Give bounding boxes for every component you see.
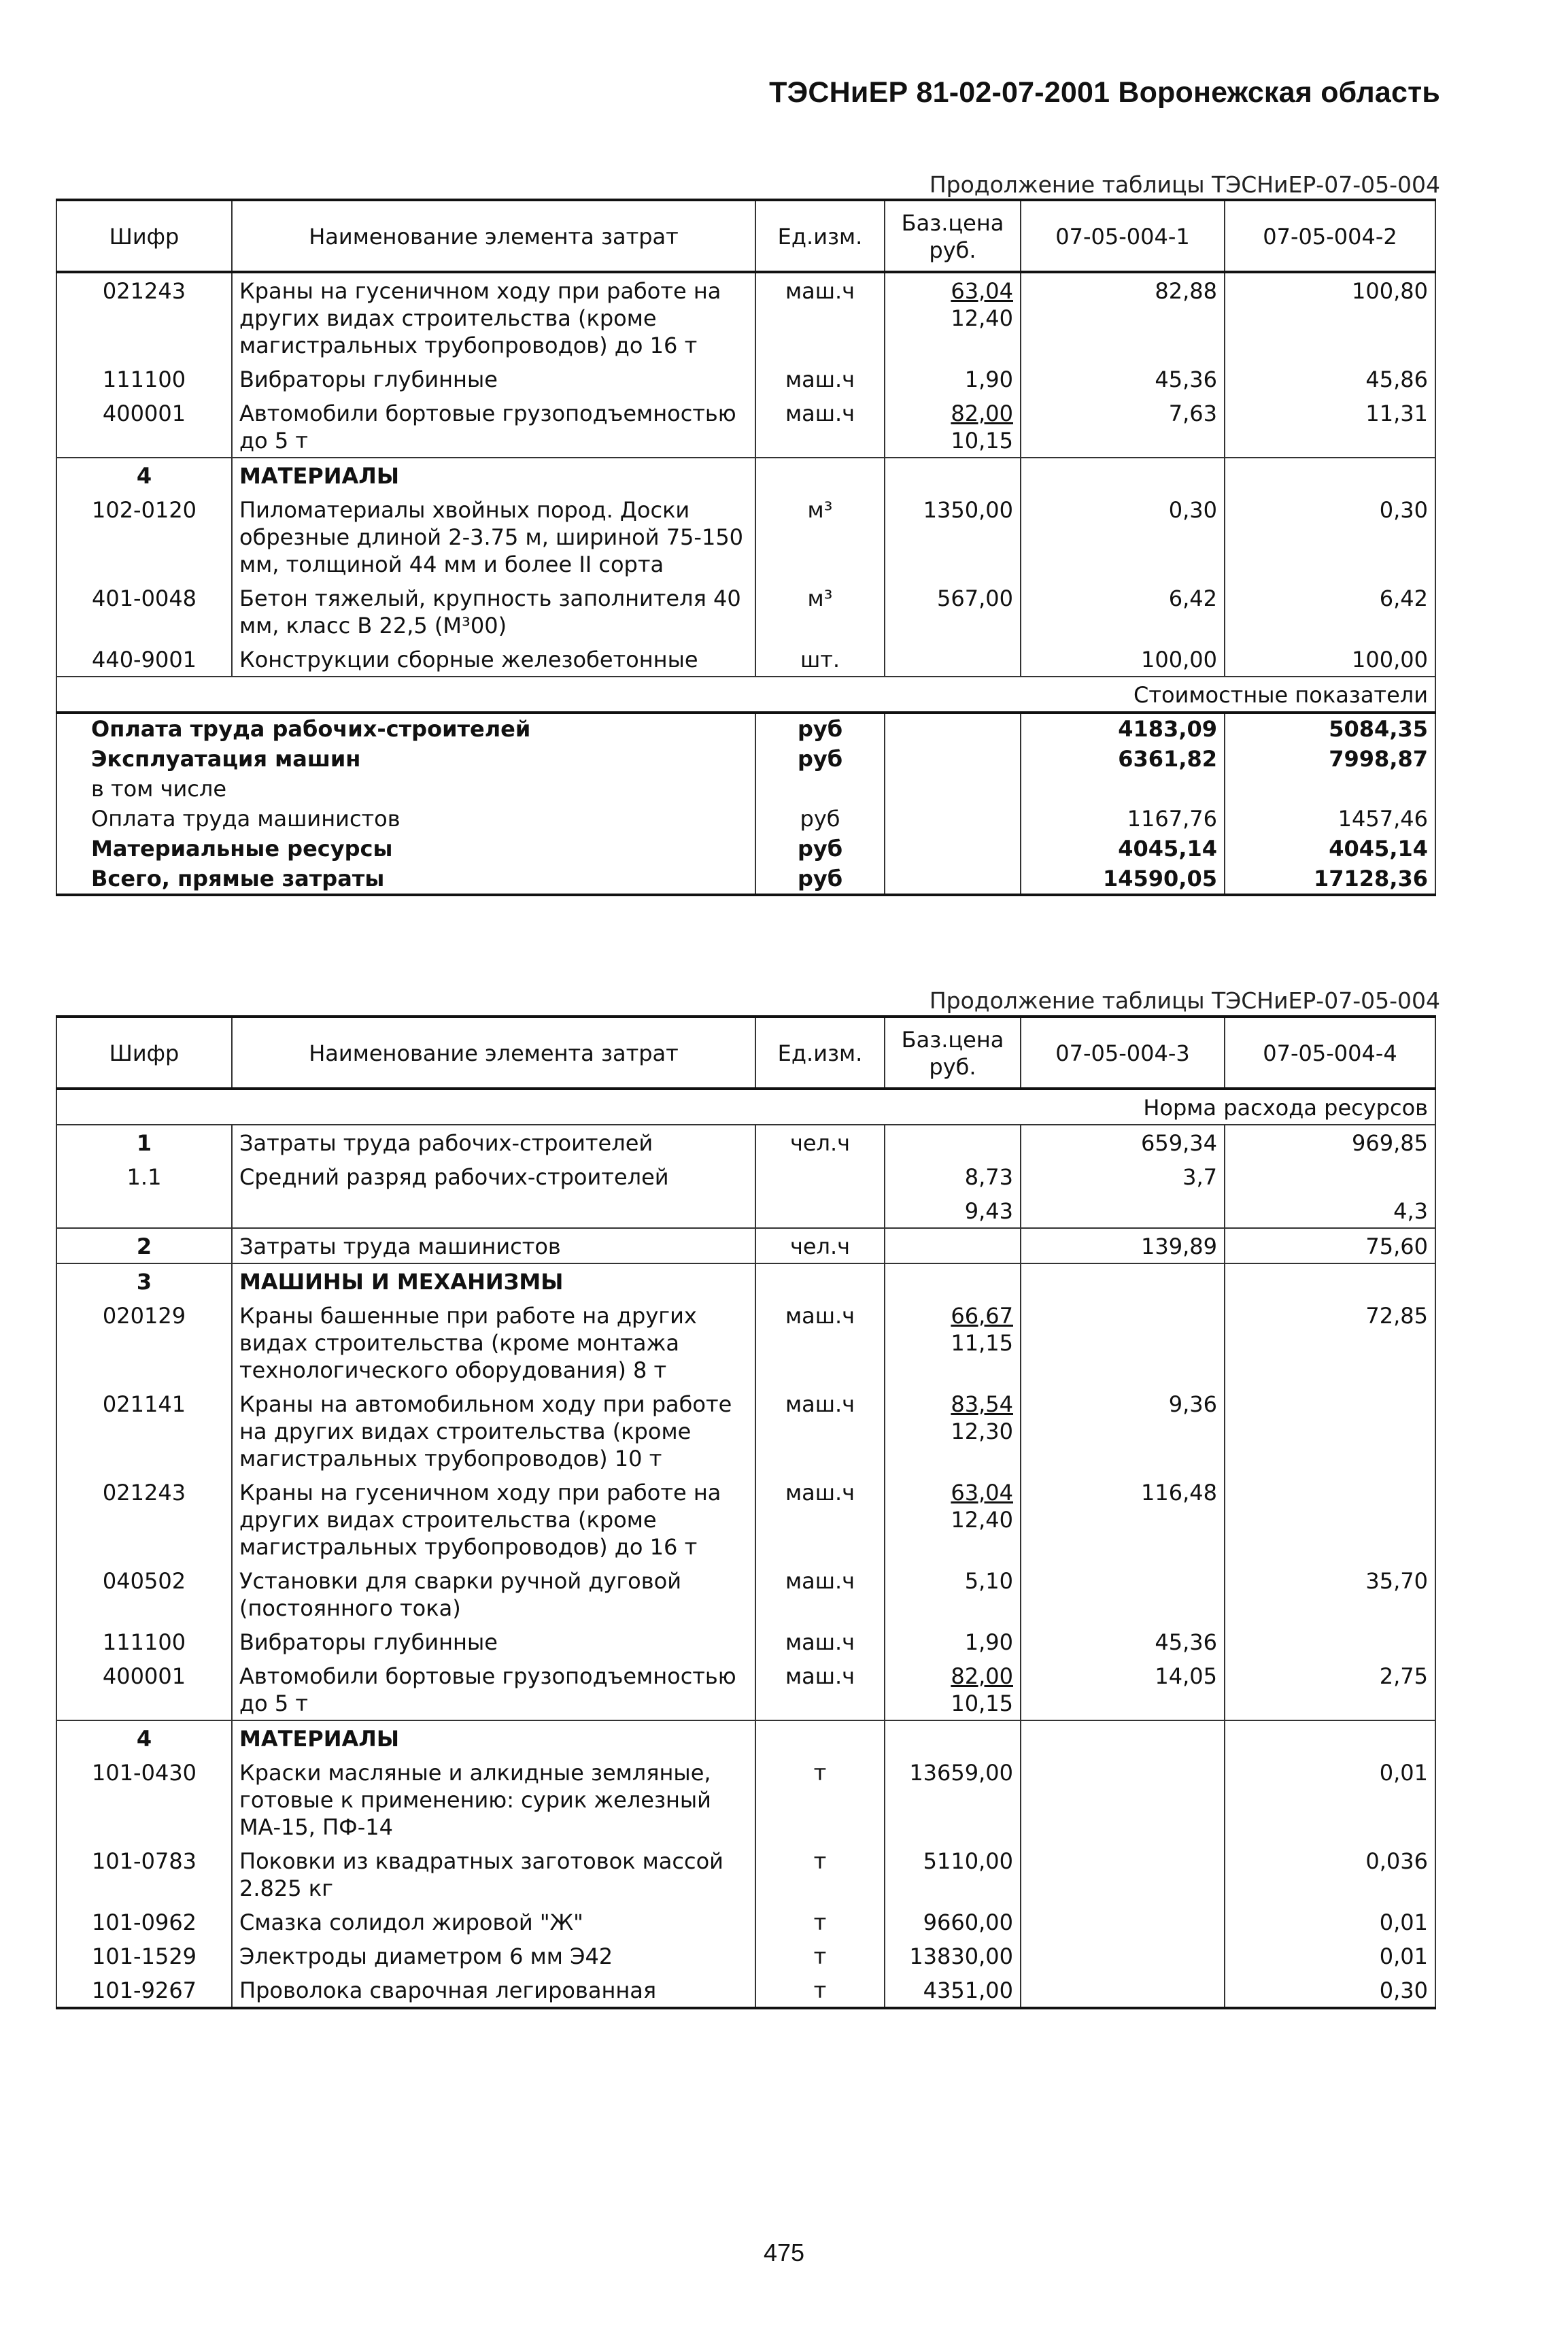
row-name: Проволока сварочная легированная — [232, 1973, 755, 2008]
row-unit: маш.ч — [755, 1475, 885, 1563]
section-row — [56, 458, 1435, 492]
column-header-base-price: Баз.цена руб. — [885, 200, 1021, 272]
base-price: 9660,00 — [923, 1909, 1013, 1935]
row-code: 020129 — [56, 1298, 232, 1387]
stats-title-row — [56, 677, 1435, 713]
row-code: 1 — [56, 1125, 232, 1159]
table-row — [56, 1973, 1435, 2008]
row-code: 400001 — [56, 1659, 232, 1720]
machinist-wage-price: 12,40 — [951, 1507, 1013, 1533]
base-price-cell — [885, 642, 1021, 677]
section-code: 3 — [56, 1263, 232, 1298]
row-value-b: 45,86 — [1225, 362, 1435, 396]
base-price — [885, 1228, 1021, 1263]
table-continuation-caption: Продолжение таблицы ТЭСНиЕР-07-05-004 — [929, 171, 1440, 198]
row-value-b: 11,31 — [1225, 396, 1435, 458]
indicator-value-b: 7998,87 — [1225, 744, 1435, 774]
base-price: 66,67 — [951, 1303, 1013, 1329]
indicator-value-a: 1167,76 — [1021, 804, 1225, 834]
section-title: МАТЕРИАЛЫ — [232, 458, 755, 492]
row-name: Средний разряд рабочих-строителей — [232, 1159, 755, 1193]
machinist-wage-price: 10,15 — [951, 428, 1013, 454]
row-name: Поковки из квадратных заготовок массой 2.825 кг — [232, 1843, 755, 1905]
table-row — [56, 1159, 1435, 1193]
empty-cell — [1021, 1263, 1225, 1298]
row-value-b: 0,01 — [1225, 1939, 1435, 1973]
base-price: 5,10 — [964, 1568, 1013, 1594]
row-name: Автомобили бортовые грузоподъемностью до 5 т — [232, 1659, 755, 1720]
indicator-unit — [755, 774, 885, 804]
row-unit: т — [755, 1939, 885, 1973]
row-value-b: 0,01 — [1225, 1755, 1435, 1843]
row-name: Краски масляные и алкидные земляные, готовые к применению: сурик железный МА-15, ПФ-14 — [232, 1755, 755, 1843]
row-code: 040502 — [56, 1563, 232, 1625]
row-unit: шт. — [755, 642, 885, 677]
table-row — [56, 581, 1435, 642]
column-header-code: Шифр — [56, 200, 232, 272]
row-unit: маш.ч — [755, 362, 885, 396]
table-row — [56, 1563, 1435, 1625]
empty-cell — [885, 1263, 1021, 1298]
row-value-a — [1021, 1939, 1225, 1973]
row-value-b: 75,60 — [1225, 1228, 1435, 1263]
row-value-b — [1225, 1387, 1435, 1475]
indicator-label: Всего, прямые затраты — [56, 864, 755, 895]
row-value-a: 6,42 — [1021, 581, 1225, 642]
machinist-wage-price: 12,30 — [951, 1418, 1013, 1444]
row-value-a — [1021, 1298, 1225, 1387]
indicator-value-b: 4045,14 — [1225, 834, 1435, 864]
base-price: 63,04 — [951, 278, 1013, 304]
row-value-a — [1021, 1905, 1225, 1939]
row-code: 111100 — [56, 362, 232, 396]
row-value-a: 82,88 — [1021, 272, 1225, 362]
row-unit: т — [755, 1843, 885, 1905]
row-value-b: 0,036 — [1225, 1843, 1435, 1905]
column-header-name: Наименование элемента затрат — [232, 200, 755, 272]
row-value-b: 6,42 — [1225, 581, 1435, 642]
base-price: 82,00 — [951, 401, 1013, 426]
row-code: 2 — [56, 1228, 232, 1263]
table-row — [56, 1755, 1435, 1843]
base-price-cell — [885, 396, 1021, 458]
norm-title-row — [56, 1089, 1435, 1125]
base-price-cell — [885, 1905, 1021, 1939]
indicator-value-a: 4045,14 — [1021, 834, 1225, 864]
row-name: Электроды диаметром 6 мм Э42 — [232, 1939, 755, 1973]
column-header-base-price: Баз.цена руб. — [885, 1017, 1021, 1089]
table-row — [56, 1125, 1435, 1159]
column-header-variant-a: 07-05-004-3 — [1021, 1017, 1225, 1089]
row-value-b: 0,30 — [1225, 1973, 1435, 2008]
resource-table-1 — [56, 199, 1436, 896]
row-unit: т — [755, 1905, 885, 1939]
row-value-a: 45,36 — [1021, 362, 1225, 396]
empty-cell — [885, 1720, 1021, 1755]
row-unit: т — [755, 1973, 885, 2008]
row-value-a — [1021, 1193, 1225, 1228]
table-row — [56, 1659, 1435, 1720]
row-value-a: 3,7 — [1021, 1159, 1225, 1193]
row-value-a — [1021, 1843, 1225, 1905]
base-price-cell — [885, 581, 1021, 642]
row-unit: м³ — [755, 492, 885, 581]
row-code: 101-1529 — [56, 1939, 232, 1973]
row-value-a: 659,34 — [1021, 1125, 1225, 1159]
indicator-unit: руб — [755, 804, 885, 834]
indicator-unit: руб — [755, 744, 885, 774]
row-name: Пиломатериалы хвойных пород. Доски обрезные длиной 2-3.75 м, шириной 75-150 мм, толщиной 44 мм и более II сорта — [232, 492, 755, 581]
column-header-name: Наименование элемента затрат — [232, 1017, 755, 1089]
base-price: 8,73 — [885, 1159, 1021, 1193]
row-code: 101-0430 — [56, 1755, 232, 1843]
column-header-variant-b: 07-05-004-2 — [1225, 200, 1435, 272]
row-value-a — [1021, 1973, 1225, 2008]
base-price: 5110,00 — [923, 1848, 1013, 1874]
empty-cell — [885, 834, 1021, 864]
table-header-row — [56, 1017, 1435, 1089]
row-name: Смазка солидол жировой "Ж" — [232, 1905, 755, 1939]
row-code: 1.1 — [56, 1159, 232, 1193]
indicator-value-a: 14590,05 — [1021, 864, 1225, 895]
base-price: 9,43 — [885, 1193, 1021, 1228]
section-row — [56, 1263, 1435, 1298]
section-row — [56, 1720, 1435, 1755]
table-row — [56, 1939, 1435, 1973]
document-header: ТЭСНиЕР 81-02-07-2001 Воронежская область — [769, 76, 1440, 109]
row-value-a: 45,36 — [1021, 1625, 1225, 1659]
empty-cell — [1021, 1720, 1225, 1755]
table-row — [56, 1625, 1435, 1659]
row-value-a: 139,89 — [1021, 1228, 1225, 1263]
indicator-value-a: 4183,09 — [1021, 713, 1225, 744]
base-price: 4351,00 — [923, 1977, 1013, 2003]
resource-table-2 — [56, 1015, 1436, 2009]
row-unit: маш.ч — [755, 396, 885, 458]
base-price-cell — [885, 1475, 1021, 1563]
empty-cell — [885, 744, 1021, 774]
base-price — [885, 1125, 1021, 1159]
row-code: 021243 — [56, 272, 232, 362]
row-unit: маш.ч — [755, 1659, 885, 1720]
row-name — [232, 1193, 755, 1228]
row-value-b: 100,80 — [1225, 272, 1435, 362]
base-price: 63,04 — [951, 1480, 1013, 1506]
row-value-b: 0,30 — [1225, 492, 1435, 581]
row-value-a: 100,00 — [1021, 642, 1225, 677]
row-value-b — [1225, 1625, 1435, 1659]
section-code: 4 — [56, 458, 232, 492]
empty-cell — [885, 864, 1021, 895]
row-code: 400001 — [56, 396, 232, 458]
table-row — [56, 1387, 1435, 1475]
indicator-unit: руб — [755, 713, 885, 744]
base-price: 83,54 — [951, 1391, 1013, 1417]
table-row — [56, 642, 1435, 677]
norm-title: Норма расхода ресурсов — [56, 1089, 1435, 1125]
row-value-a: 116,48 — [1021, 1475, 1225, 1563]
table-row — [56, 1193, 1435, 1228]
table-row — [56, 1475, 1435, 1563]
cost-indicator-row — [56, 774, 1435, 804]
row-unit: маш.ч — [755, 272, 885, 362]
row-unit — [755, 1159, 885, 1193]
row-unit: маш.ч — [755, 1563, 885, 1625]
row-code: 101-0962 — [56, 1905, 232, 1939]
row-code — [56, 1193, 232, 1228]
indicator-value-b: 1457,46 — [1225, 804, 1435, 834]
column-header-code: Шифр — [56, 1017, 232, 1089]
row-value-a: 7,63 — [1021, 396, 1225, 458]
row-code: 111100 — [56, 1625, 232, 1659]
row-unit: маш.ч — [755, 1387, 885, 1475]
column-header-unit: Ед.изм. — [755, 1017, 885, 1089]
row-name: Краны на гусеничном ходу при работе на других видах строительства (кроме магистральных трубопроводов) до 16 т — [232, 1475, 755, 1563]
base-price-cell — [885, 1973, 1021, 2008]
row-value-b — [1225, 1475, 1435, 1563]
base-price-cell — [885, 1298, 1021, 1387]
row-name: Краны на автомобильном ходу при работе на других видах строительства (кроме магистральных трубопроводов) 10 т — [232, 1387, 755, 1475]
base-price: 1,90 — [964, 1629, 1013, 1655]
indicator-unit: руб — [755, 834, 885, 864]
base-price: 1,90 — [964, 367, 1013, 392]
stats-title: Стоимостные показатели — [56, 677, 1435, 713]
row-code: 401-0048 — [56, 581, 232, 642]
row-value-b: 2,75 — [1225, 1659, 1435, 1720]
table-row — [56, 272, 1435, 362]
table-row — [56, 1298, 1435, 1387]
base-price-cell — [885, 1659, 1021, 1720]
indicator-label: Эксплуатация машин — [56, 744, 755, 774]
row-value-b: 4,3 — [1225, 1193, 1435, 1228]
row-value-b: 72,85 — [1225, 1298, 1435, 1387]
row-unit: м³ — [755, 581, 885, 642]
machinist-wage-price: 11,15 — [951, 1330, 1013, 1356]
table-row — [56, 1843, 1435, 1905]
row-value-b: 100,00 — [1225, 642, 1435, 677]
empty-cell — [1225, 458, 1435, 492]
base-price: 1350,00 — [923, 497, 1013, 523]
base-price: 567,00 — [937, 585, 1013, 611]
base-price-cell — [885, 1939, 1021, 1973]
empty-cell — [755, 1263, 885, 1298]
empty-cell — [885, 804, 1021, 834]
cost-indicator-row — [56, 864, 1435, 895]
base-price-cell — [885, 1755, 1021, 1843]
column-header-variant-b: 07-05-004-4 — [1225, 1017, 1435, 1089]
row-code: 102-0120 — [56, 492, 232, 581]
row-unit: чел.ч — [755, 1228, 885, 1263]
empty-cell — [885, 458, 1021, 492]
machinist-wage-price: 10,15 — [951, 1690, 1013, 1716]
column-header-unit: Ед.изм. — [755, 200, 885, 272]
row-name: Конструкции сборные железобетонные — [232, 642, 755, 677]
base-price: 13830,00 — [909, 1943, 1013, 1969]
base-price-cell — [885, 1387, 1021, 1475]
row-name: Автомобили бортовые грузоподъемностью до 5 т — [232, 396, 755, 458]
empty-cell — [1021, 458, 1225, 492]
table-row — [56, 1905, 1435, 1939]
row-name: Вибраторы глубинные — [232, 1625, 755, 1659]
machinist-wage-price: 12,40 — [951, 305, 1013, 331]
base-price-cell — [885, 1563, 1021, 1625]
indicator-label: в том числе — [56, 774, 755, 804]
indicator-unit: руб — [755, 864, 885, 895]
row-code: 440-9001 — [56, 642, 232, 677]
base-price-cell — [885, 1625, 1021, 1659]
row-value-b: 969,85 — [1225, 1125, 1435, 1159]
empty-cell — [755, 1720, 885, 1755]
row-code: 101-0783 — [56, 1843, 232, 1905]
row-value-a: 9,36 — [1021, 1387, 1225, 1475]
indicator-label: Оплата труда рабочих-строителей — [56, 713, 755, 744]
row-name: Затраты труда машинистов — [232, 1228, 755, 1263]
empty-cell — [1225, 1720, 1435, 1755]
empty-cell — [1225, 1263, 1435, 1298]
row-name: Краны башенные при работе на других видах строительства (кроме монтажа технологического оборудования) 8 т — [232, 1298, 755, 1387]
indicator-value-b — [1225, 774, 1435, 804]
row-name: Вибраторы глубинные — [232, 362, 755, 396]
indicator-value-b: 5084,35 — [1225, 713, 1435, 744]
row-name: Бетон тяжелый, крупность заполнителя 40 мм, класс В 22,5 (М³00) — [232, 581, 755, 642]
row-unit: маш.ч — [755, 1625, 885, 1659]
table-header-row — [56, 200, 1435, 272]
cost-indicator-row — [56, 713, 1435, 744]
empty-cell — [885, 774, 1021, 804]
row-code: 021141 — [56, 1387, 232, 1475]
base-price-cell — [885, 272, 1021, 362]
row-unit: т — [755, 1755, 885, 1843]
row-value-b: 35,70 — [1225, 1563, 1435, 1625]
base-price-cell — [885, 1843, 1021, 1905]
table-row — [56, 1228, 1435, 1263]
section-title: МАШИНЫ И МЕХАНИЗМЫ — [232, 1263, 755, 1298]
empty-cell — [755, 458, 885, 492]
row-code: 101-9267 — [56, 1973, 232, 2008]
table-row — [56, 492, 1435, 581]
row-value-a — [1021, 1563, 1225, 1625]
cost-indicator-row — [56, 744, 1435, 774]
row-value-a: 0,30 — [1021, 492, 1225, 581]
table-row — [56, 396, 1435, 458]
base-price-cell — [885, 362, 1021, 396]
section-code: 4 — [56, 1720, 232, 1755]
page-number: 475 — [763, 2239, 805, 2266]
indicator-value-b: 17128,36 — [1225, 864, 1435, 895]
table-continuation-caption: Продолжение таблицы ТЭСНиЕР-07-05-004 — [929, 987, 1440, 1014]
indicator-label: Оплата труда машинистов — [56, 804, 755, 834]
row-value-a: 14,05 — [1021, 1659, 1225, 1720]
row-value-b: 0,01 — [1225, 1905, 1435, 1939]
row-value-a — [1021, 1755, 1225, 1843]
row-code: 021243 — [56, 1475, 232, 1563]
row-name: Затраты труда рабочих-строителей — [232, 1125, 755, 1159]
base-price: 82,00 — [951, 1663, 1013, 1689]
table-row — [56, 362, 1435, 396]
cost-indicator-row — [56, 804, 1435, 834]
row-value-b — [1225, 1159, 1435, 1193]
row-unit: маш.ч — [755, 1298, 885, 1387]
indicator-label: Материальные ресурсы — [56, 834, 755, 864]
base-price: 13659,00 — [909, 1760, 1013, 1786]
indicator-value-a — [1021, 774, 1225, 804]
row-name: Установки для сварки ручной дуговой (постоянного тока) — [232, 1563, 755, 1625]
row-name: Краны на гусеничном ходу при работе на других видах строительства (кроме магистральных трубопроводов) до 16 т — [232, 272, 755, 362]
indicator-value-a: 6361,82 — [1021, 744, 1225, 774]
section-title: МАТЕРИАЛЫ — [232, 1720, 755, 1755]
empty-cell — [885, 713, 1021, 744]
column-header-variant-a: 07-05-004-1 — [1021, 200, 1225, 272]
row-unit: чел.ч — [755, 1125, 885, 1159]
row-unit — [755, 1193, 885, 1228]
cost-indicator-row — [56, 834, 1435, 864]
base-price-cell — [885, 492, 1021, 581]
